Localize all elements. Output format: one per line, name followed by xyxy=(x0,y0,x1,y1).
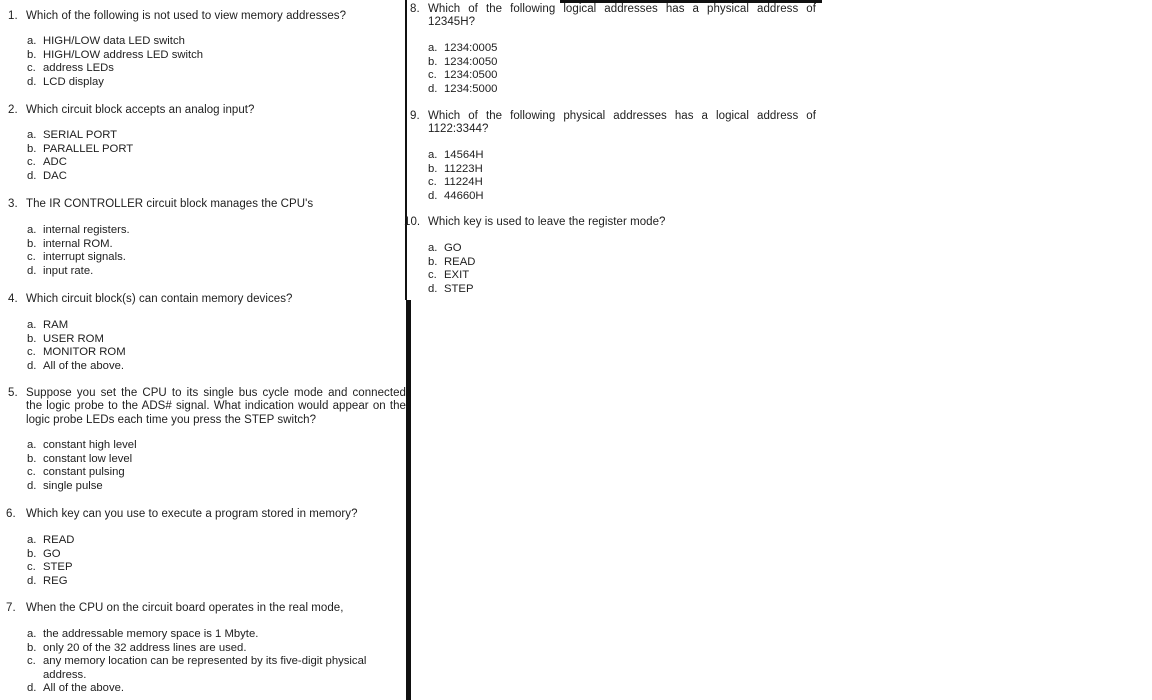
option-letter: d. xyxy=(27,574,37,587)
question-6-options xyxy=(27,534,74,588)
answer-option xyxy=(27,143,133,157)
option-letter: b. xyxy=(27,142,37,155)
option-letter: b. xyxy=(27,48,37,61)
question-number: 1. xyxy=(8,10,18,22)
option-letter: c. xyxy=(428,269,437,281)
option-letter: d. xyxy=(27,75,37,88)
option-text: any memory location can be represented by its five-digit physical xyxy=(43,655,367,667)
option-letter: c. xyxy=(428,69,437,81)
option-text: address. xyxy=(43,668,87,681)
question-10-options xyxy=(428,242,475,296)
question-1 xyxy=(8,10,403,23)
answer-option xyxy=(27,238,130,252)
left-page-column xyxy=(0,0,405,700)
option-letter: a. xyxy=(27,439,37,451)
question-5-options xyxy=(27,439,137,493)
option-text: input rate. xyxy=(43,264,94,277)
question-3 xyxy=(8,198,403,211)
option-text: GO xyxy=(43,547,61,560)
option-text: All of the above. xyxy=(43,359,125,372)
answer-option xyxy=(27,655,366,669)
answer-option xyxy=(27,35,203,49)
question-text-line: 12345H? xyxy=(428,16,476,29)
option-text: EXIT xyxy=(444,269,470,281)
option-letter: a. xyxy=(27,35,37,47)
option-text: REG xyxy=(43,574,68,587)
option-letter: a. xyxy=(428,242,438,254)
option-letter: d. xyxy=(428,82,438,95)
option-text: constant low level xyxy=(43,452,133,465)
option-letter: a. xyxy=(27,129,37,141)
option-text: the addressable memory space is 1 Mbyte. xyxy=(43,628,259,640)
answer-option xyxy=(27,575,74,589)
answer-option xyxy=(428,256,475,270)
option-text: LCD display xyxy=(43,75,104,88)
option-letter: c. xyxy=(27,251,36,263)
answer-option xyxy=(27,319,126,333)
question-8-options xyxy=(428,42,497,96)
question-9-options xyxy=(428,149,484,203)
answer-option xyxy=(27,628,366,642)
question-9 xyxy=(410,110,816,137)
option-letter: b. xyxy=(428,255,438,268)
question-text: Which circuit block accepts an analog input? xyxy=(26,104,255,116)
question-text-line: 1122:3344? xyxy=(428,123,489,136)
answer-option xyxy=(27,76,203,90)
option-text: GO xyxy=(444,242,462,254)
option-text: All of the above. xyxy=(43,682,125,694)
option-letter: c. xyxy=(27,62,36,74)
question-text: Which key can you use to execute a program stored in memory? xyxy=(26,508,358,520)
answer-option xyxy=(27,480,137,494)
option-letter: b. xyxy=(428,55,438,68)
question-text: Which of the following is not used to view memory addresses? xyxy=(26,10,347,22)
question-8 xyxy=(410,3,816,30)
answer-option xyxy=(428,56,497,70)
question-text-line: logic probe LEDs each time you press the STEP switch? xyxy=(26,413,317,426)
right-page-column xyxy=(406,0,822,300)
question-2 xyxy=(8,104,403,117)
answer-option xyxy=(27,453,137,467)
option-text: interrupt signals. xyxy=(43,251,126,263)
question-text xyxy=(428,3,816,30)
option-letter: d. xyxy=(27,359,37,372)
question-text: Which key is used to leave the register mode? xyxy=(428,216,666,228)
question-text: The IR CONTROLLER circuit block manages the CPU's xyxy=(26,198,314,210)
answer-option xyxy=(27,156,133,170)
option-letter: b. xyxy=(27,641,37,654)
answer-option xyxy=(428,176,484,190)
question-number: 10. xyxy=(404,216,421,228)
option-letter: a. xyxy=(27,628,37,640)
question-number: 7. xyxy=(6,602,16,614)
question-number: 9. xyxy=(410,110,420,122)
answer-option xyxy=(27,682,366,696)
option-letter: b. xyxy=(27,237,37,250)
answer-option xyxy=(27,466,137,480)
option-text: 11224H xyxy=(444,176,483,188)
option-text: internal registers. xyxy=(43,224,130,236)
option-letter: a. xyxy=(428,149,438,161)
answer-option xyxy=(27,439,137,453)
option-letter: c. xyxy=(27,561,36,573)
option-text: only 20 of the 32 address lines are used. xyxy=(43,641,247,654)
option-text: STEP xyxy=(444,282,474,295)
option-text: READ xyxy=(444,255,476,268)
question-text-line: Which of the following physical addresses has a logical address of xyxy=(428,110,816,122)
option-text: HIGH/LOW data LED switch xyxy=(43,35,185,47)
option-text: MONITOR ROM xyxy=(43,346,126,358)
option-text: USER ROM xyxy=(43,332,104,345)
option-text: 14564H xyxy=(444,149,484,161)
option-letter: c. xyxy=(428,176,437,188)
option-letter: a. xyxy=(27,224,37,236)
option-text: HIGH/LOW address LED switch xyxy=(43,48,204,61)
question-7 xyxy=(6,602,404,615)
option-letter: c. xyxy=(27,156,36,168)
answer-option xyxy=(428,149,484,163)
answer-option xyxy=(428,69,497,83)
question-text xyxy=(26,387,406,427)
option-text: READ xyxy=(43,534,75,546)
option-letter: b. xyxy=(27,452,37,465)
option-letter: d. xyxy=(27,479,37,492)
answer-option-continuation xyxy=(27,669,366,683)
option-letter: d. xyxy=(27,682,37,694)
option-text: ADC xyxy=(43,156,67,168)
answer-option xyxy=(27,129,133,143)
question-number: 4. xyxy=(8,293,18,305)
answer-option xyxy=(27,224,130,238)
answer-option xyxy=(27,333,126,347)
answer-option xyxy=(428,242,475,256)
option-letter: b. xyxy=(27,547,37,560)
option-letter: d. xyxy=(27,169,37,182)
answer-option xyxy=(27,62,203,76)
answer-option xyxy=(27,360,126,374)
option-letter: c. xyxy=(27,346,36,358)
option-text: 11223H xyxy=(444,162,483,175)
question-1-options xyxy=(27,35,203,89)
answer-option xyxy=(428,42,497,56)
option-letter: d. xyxy=(428,189,438,202)
option-text: address LEDs xyxy=(43,62,114,74)
question-10 xyxy=(404,216,816,229)
option-text: internal ROM. xyxy=(43,237,113,250)
question-4 xyxy=(8,293,403,306)
answer-option xyxy=(27,548,74,562)
answer-option xyxy=(27,265,130,279)
question-text xyxy=(428,110,816,137)
option-text: constant pulsing xyxy=(43,466,125,478)
option-letter: c. xyxy=(27,655,36,667)
option-text: PARALLEL PORT xyxy=(43,142,134,155)
question-5 xyxy=(8,387,406,427)
answer-option xyxy=(27,534,74,548)
answer-option xyxy=(428,163,484,177)
option-letter: b. xyxy=(428,162,438,175)
answer-option xyxy=(428,83,497,97)
page-edge-shadow xyxy=(406,300,411,700)
question-number: 3. xyxy=(8,198,18,210)
question-text: When the CPU on the circuit board operates in the real mode, xyxy=(26,602,344,614)
question-7-options xyxy=(27,628,366,696)
option-letter: a. xyxy=(27,534,37,546)
option-text: constant high level xyxy=(43,439,137,451)
option-letter: d. xyxy=(27,264,37,277)
option-text: 1234:5000 xyxy=(444,82,498,95)
answer-option xyxy=(428,190,484,204)
option-letter: d. xyxy=(428,282,438,295)
question-number: 6. xyxy=(6,508,16,520)
option-text: DAC xyxy=(43,169,67,182)
option-text: 44660H xyxy=(444,189,484,202)
answer-option xyxy=(428,269,475,283)
option-letter: b. xyxy=(27,332,37,345)
question-6 xyxy=(6,508,404,521)
question-number: 5. xyxy=(8,387,18,399)
option-text: 1234:0050 xyxy=(444,55,498,68)
answer-option xyxy=(428,283,475,297)
question-text: Which circuit block(s) can contain memory devices? xyxy=(26,293,293,305)
answer-option xyxy=(27,642,366,656)
option-letter: a. xyxy=(428,42,438,54)
question-2-options xyxy=(27,129,133,183)
option-text: STEP xyxy=(43,561,73,573)
question-text-line: Which of the following logical addresses has a physical address of xyxy=(428,3,816,15)
question-text-line: Suppose you set the CPU to its single bus cycle mode and connected xyxy=(26,387,406,399)
option-letter: c. xyxy=(27,466,36,478)
question-text-line: the logic probe to the ADS# signal. What indication would appear on the xyxy=(26,400,406,413)
option-text: SERIAL PORT xyxy=(43,129,118,141)
option-letter: a. xyxy=(27,319,37,331)
option-text: single pulse xyxy=(43,479,103,492)
answer-option xyxy=(27,561,74,575)
question-number: 8. xyxy=(410,3,420,15)
answer-option xyxy=(27,49,203,63)
answer-option xyxy=(27,251,130,265)
question-3-options xyxy=(27,224,130,278)
option-text: 1234:0500 xyxy=(444,69,498,81)
answer-option xyxy=(27,346,126,360)
question-number: 2. xyxy=(8,104,18,116)
question-4-options xyxy=(27,319,126,373)
option-text: RAM xyxy=(43,319,69,331)
answer-option xyxy=(27,170,133,184)
option-text: 1234:0005 xyxy=(444,42,498,54)
